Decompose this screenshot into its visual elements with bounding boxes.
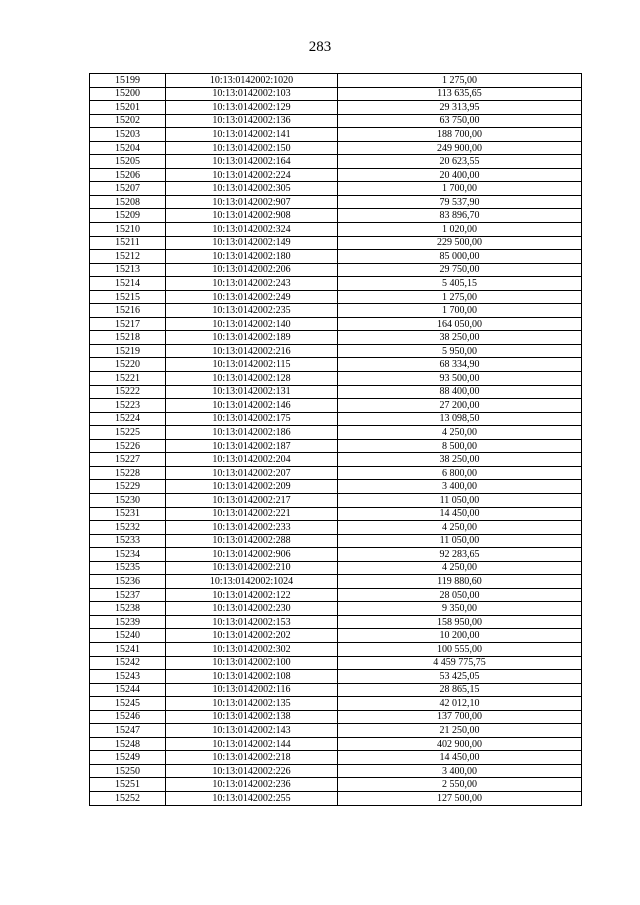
row-number-cell: 15232 [90, 521, 166, 535]
value-cell: 3 400,00 [338, 764, 582, 778]
value-cell: 164 050,00 [338, 317, 582, 331]
cadastral-number-cell: 10:13:0142002:305 [166, 182, 338, 196]
table-row [90, 561, 582, 575]
cadastral-number-cell: 10:13:0142002:204 [166, 453, 338, 467]
row-number-cell: 15226 [90, 439, 166, 453]
row-number-cell: 15217 [90, 317, 166, 331]
row-number-cell: 15212 [90, 250, 166, 264]
cadastral-number-cell: 10:13:0142002:1024 [166, 575, 338, 589]
cadastral-number-cell: 10:13:0142002:143 [166, 724, 338, 738]
row-number-cell: 15227 [90, 453, 166, 467]
cadastral-number-cell: 10:13:0142002:108 [166, 670, 338, 684]
value-cell: 38 250,00 [338, 331, 582, 345]
value-cell: 4 459 775,75 [338, 656, 582, 670]
cadastral-number-cell: 10:13:0142002:135 [166, 697, 338, 711]
row-number-cell: 15215 [90, 290, 166, 304]
table-row [90, 412, 582, 426]
value-cell: 68 334,90 [338, 358, 582, 372]
row-number-cell: 15241 [90, 642, 166, 656]
row-number-cell: 15209 [90, 209, 166, 223]
table-row [90, 751, 582, 765]
row-number-cell: 15252 [90, 791, 166, 805]
row-number-cell: 15229 [90, 480, 166, 494]
table-row [90, 317, 582, 331]
table-row [90, 710, 582, 724]
table-row [90, 791, 582, 805]
cadastral-number-cell: 10:13:0142002:217 [166, 493, 338, 507]
value-cell: 27 200,00 [338, 399, 582, 413]
cadastral-number-cell: 10:13:0142002:153 [166, 615, 338, 629]
value-cell: 249 900,00 [338, 141, 582, 155]
table-row [90, 439, 582, 453]
cadastral-number-cell: 10:13:0142002:144 [166, 737, 338, 751]
table-row [90, 223, 582, 237]
value-cell: 28 050,00 [338, 588, 582, 602]
value-cell: 188 700,00 [338, 128, 582, 142]
value-cell: 1 700,00 [338, 182, 582, 196]
cadastral-number-cell: 10:13:0142002:210 [166, 561, 338, 575]
cadastral-number-cell: 10:13:0142002:164 [166, 155, 338, 169]
table-row [90, 74, 582, 88]
cadastral-number-cell: 10:13:0142002:255 [166, 791, 338, 805]
cadastral-number-cell: 10:13:0142002:218 [166, 751, 338, 765]
cadastral-number-cell: 10:13:0142002:128 [166, 372, 338, 386]
cadastral-number-cell: 10:13:0142002:122 [166, 588, 338, 602]
value-cell: 92 283,65 [338, 548, 582, 562]
table-row [90, 155, 582, 169]
table-row [90, 453, 582, 467]
cadastral-number-cell: 10:13:0142002:1020 [166, 74, 338, 88]
row-number-cell: 15233 [90, 534, 166, 548]
table-row [90, 304, 582, 318]
row-number-cell: 15207 [90, 182, 166, 196]
cadastral-number-cell: 10:13:0142002:324 [166, 223, 338, 237]
cadastral-number-cell: 10:13:0142002:129 [166, 101, 338, 115]
value-cell: 4 250,00 [338, 521, 582, 535]
row-number-cell: 15243 [90, 670, 166, 684]
value-cell: 9 350,00 [338, 602, 582, 616]
value-cell: 93 500,00 [338, 372, 582, 386]
cadastral-number-cell: 10:13:0142002:249 [166, 290, 338, 304]
row-number-cell: 15249 [90, 751, 166, 765]
cadastral-number-cell: 10:13:0142002:288 [166, 534, 338, 548]
cadastral-number-cell: 10:13:0142002:221 [166, 507, 338, 521]
cadastral-number-cell: 10:13:0142002:206 [166, 263, 338, 277]
value-cell: 8 500,00 [338, 439, 582, 453]
table-row [90, 250, 582, 264]
row-number-cell: 15218 [90, 331, 166, 345]
table-row [90, 141, 582, 155]
cadastral-number-cell: 10:13:0142002:146 [166, 399, 338, 413]
table-row [90, 114, 582, 128]
value-cell: 113 635,65 [338, 87, 582, 101]
row-number-cell: 15213 [90, 263, 166, 277]
cadastral-number-cell: 10:13:0142002:908 [166, 209, 338, 223]
value-cell: 4 250,00 [338, 561, 582, 575]
table-row [90, 466, 582, 480]
row-number-cell: 15244 [90, 683, 166, 697]
cadastral-number-cell: 10:13:0142002:224 [166, 168, 338, 182]
value-cell: 5 950,00 [338, 344, 582, 358]
value-cell: 402 900,00 [338, 737, 582, 751]
row-number-cell: 15216 [90, 304, 166, 318]
table-row [90, 399, 582, 413]
value-cell: 14 450,00 [338, 751, 582, 765]
value-cell: 119 880,60 [338, 575, 582, 589]
row-number-cell: 15240 [90, 629, 166, 643]
row-number-cell: 15205 [90, 155, 166, 169]
row-number-cell: 15246 [90, 710, 166, 724]
cadastral-number-cell: 10:13:0142002:103 [166, 87, 338, 101]
table-row [90, 209, 582, 223]
table-row [90, 101, 582, 115]
value-cell: 21 250,00 [338, 724, 582, 738]
cadastral-value-table [89, 73, 582, 806]
value-cell: 2 550,00 [338, 778, 582, 792]
table-row [90, 778, 582, 792]
row-number-cell: 15214 [90, 277, 166, 291]
table-row [90, 277, 582, 291]
cadastral-number-cell: 10:13:0142002:175 [166, 412, 338, 426]
value-cell: 11 050,00 [338, 493, 582, 507]
row-number-cell: 15201 [90, 101, 166, 115]
cadastral-number-cell: 10:13:0142002:116 [166, 683, 338, 697]
row-number-cell: 15237 [90, 588, 166, 602]
row-number-cell: 15238 [90, 602, 166, 616]
value-cell: 14 450,00 [338, 507, 582, 521]
row-number-cell: 15219 [90, 344, 166, 358]
value-cell: 1 020,00 [338, 223, 582, 237]
table-row [90, 737, 582, 751]
table-row [90, 87, 582, 101]
cadastral-number-cell: 10:13:0142002:186 [166, 426, 338, 440]
cadastral-number-cell: 10:13:0142002:235 [166, 304, 338, 318]
cadastral-number-cell: 10:13:0142002:209 [166, 480, 338, 494]
cadastral-number-cell: 10:13:0142002:100 [166, 656, 338, 670]
value-cell: 79 537,90 [338, 195, 582, 209]
row-number-cell: 15211 [90, 236, 166, 250]
table-row [90, 629, 582, 643]
value-cell: 53 425,05 [338, 670, 582, 684]
value-cell: 127 500,00 [338, 791, 582, 805]
table-row [90, 724, 582, 738]
value-cell: 137 700,00 [338, 710, 582, 724]
cadastral-number-cell: 10:13:0142002:140 [166, 317, 338, 331]
row-number-cell: 15220 [90, 358, 166, 372]
table-row [90, 615, 582, 629]
value-cell: 20 623,55 [338, 155, 582, 169]
value-cell: 28 865,15 [338, 683, 582, 697]
value-cell: 83 896,70 [338, 209, 582, 223]
row-number-cell: 15223 [90, 399, 166, 413]
table-row [90, 128, 582, 142]
value-cell: 13 098,50 [338, 412, 582, 426]
cadastral-number-cell: 10:13:0142002:226 [166, 764, 338, 778]
value-cell: 3 400,00 [338, 480, 582, 494]
cadastral-number-cell: 10:13:0142002:202 [166, 629, 338, 643]
table-row [90, 236, 582, 250]
row-number-cell: 15228 [90, 466, 166, 480]
value-cell: 5 405,15 [338, 277, 582, 291]
table-row [90, 344, 582, 358]
value-cell: 85 000,00 [338, 250, 582, 264]
value-cell: 100 555,00 [338, 642, 582, 656]
cadastral-number-cell: 10:13:0142002:243 [166, 277, 338, 291]
cadastral-number-cell: 10:13:0142002:187 [166, 439, 338, 453]
table-row [90, 372, 582, 386]
cadastral-number-cell: 10:13:0142002:207 [166, 466, 338, 480]
cadastral-number-cell: 10:13:0142002:115 [166, 358, 338, 372]
row-number-cell: 15231 [90, 507, 166, 521]
value-cell: 38 250,00 [338, 453, 582, 467]
table-row [90, 290, 582, 304]
cadastral-number-cell: 10:13:0142002:236 [166, 778, 338, 792]
table-row [90, 480, 582, 494]
value-cell: 6 800,00 [338, 466, 582, 480]
cadastral-number-cell: 10:13:0142002:216 [166, 344, 338, 358]
row-number-cell: 15248 [90, 737, 166, 751]
row-number-cell: 15247 [90, 724, 166, 738]
row-number-cell: 15222 [90, 385, 166, 399]
table-row [90, 534, 582, 548]
row-number-cell: 15225 [90, 426, 166, 440]
cadastral-number-cell: 10:13:0142002:230 [166, 602, 338, 616]
row-number-cell: 15221 [90, 372, 166, 386]
table-row [90, 507, 582, 521]
table-row [90, 697, 582, 711]
table-row [90, 182, 582, 196]
row-number-cell: 15210 [90, 223, 166, 237]
table-row [90, 548, 582, 562]
table-row [90, 575, 582, 589]
cadastral-number-cell: 10:13:0142002:131 [166, 385, 338, 399]
cadastral-number-cell: 10:13:0142002:136 [166, 114, 338, 128]
row-number-cell: 15234 [90, 548, 166, 562]
cadastral-number-cell: 10:13:0142002:906 [166, 548, 338, 562]
row-number-cell: 15200 [90, 87, 166, 101]
value-cell: 1 700,00 [338, 304, 582, 318]
row-number-cell: 15199 [90, 74, 166, 88]
table-row [90, 683, 582, 697]
value-cell: 10 200,00 [338, 629, 582, 643]
table-row [90, 670, 582, 684]
cadastral-number-cell: 10:13:0142002:141 [166, 128, 338, 142]
row-number-cell: 15250 [90, 764, 166, 778]
value-cell: 88 400,00 [338, 385, 582, 399]
table-row [90, 493, 582, 507]
table-row [90, 764, 582, 778]
row-number-cell: 15204 [90, 141, 166, 155]
value-cell: 29 313,95 [338, 101, 582, 115]
table-row [90, 642, 582, 656]
table-row [90, 168, 582, 182]
row-number-cell: 15224 [90, 412, 166, 426]
value-cell: 29 750,00 [338, 263, 582, 277]
table-row [90, 602, 582, 616]
row-number-cell: 15230 [90, 493, 166, 507]
row-number-cell: 15203 [90, 128, 166, 142]
table-row [90, 588, 582, 602]
row-number-cell: 15245 [90, 697, 166, 711]
cadastral-number-cell: 10:13:0142002:233 [166, 521, 338, 535]
cadastral-number-cell: 10:13:0142002:302 [166, 642, 338, 656]
row-number-cell: 15236 [90, 575, 166, 589]
value-cell: 229 500,00 [338, 236, 582, 250]
table-row [90, 263, 582, 277]
cadastral-number-cell: 10:13:0142002:150 [166, 141, 338, 155]
row-number-cell: 15206 [90, 168, 166, 182]
value-cell: 158 950,00 [338, 615, 582, 629]
table-row [90, 331, 582, 345]
value-cell: 42 012,10 [338, 697, 582, 711]
cadastral-number-cell: 10:13:0142002:149 [166, 236, 338, 250]
value-cell: 1 275,00 [338, 74, 582, 88]
cadastral-number-cell: 10:13:0142002:907 [166, 195, 338, 209]
value-cell: 1 275,00 [338, 290, 582, 304]
row-number-cell: 15239 [90, 615, 166, 629]
cadastral-number-cell: 10:13:0142002:180 [166, 250, 338, 264]
table-row [90, 426, 582, 440]
table-row [90, 656, 582, 670]
row-number-cell: 15242 [90, 656, 166, 670]
table-row [90, 195, 582, 209]
value-cell: 4 250,00 [338, 426, 582, 440]
value-cell: 11 050,00 [338, 534, 582, 548]
row-number-cell: 15251 [90, 778, 166, 792]
table-row [90, 385, 582, 399]
row-number-cell: 15235 [90, 561, 166, 575]
row-number-cell: 15202 [90, 114, 166, 128]
row-number-cell: 15208 [90, 195, 166, 209]
table-body [90, 74, 582, 806]
cadastral-number-cell: 10:13:0142002:138 [166, 710, 338, 724]
table-row [90, 521, 582, 535]
value-cell: 20 400,00 [338, 168, 582, 182]
page-number: 283 [308, 39, 332, 55]
table-row [90, 358, 582, 372]
value-cell: 63 750,00 [338, 114, 582, 128]
cadastral-number-cell: 10:13:0142002:189 [166, 331, 338, 345]
